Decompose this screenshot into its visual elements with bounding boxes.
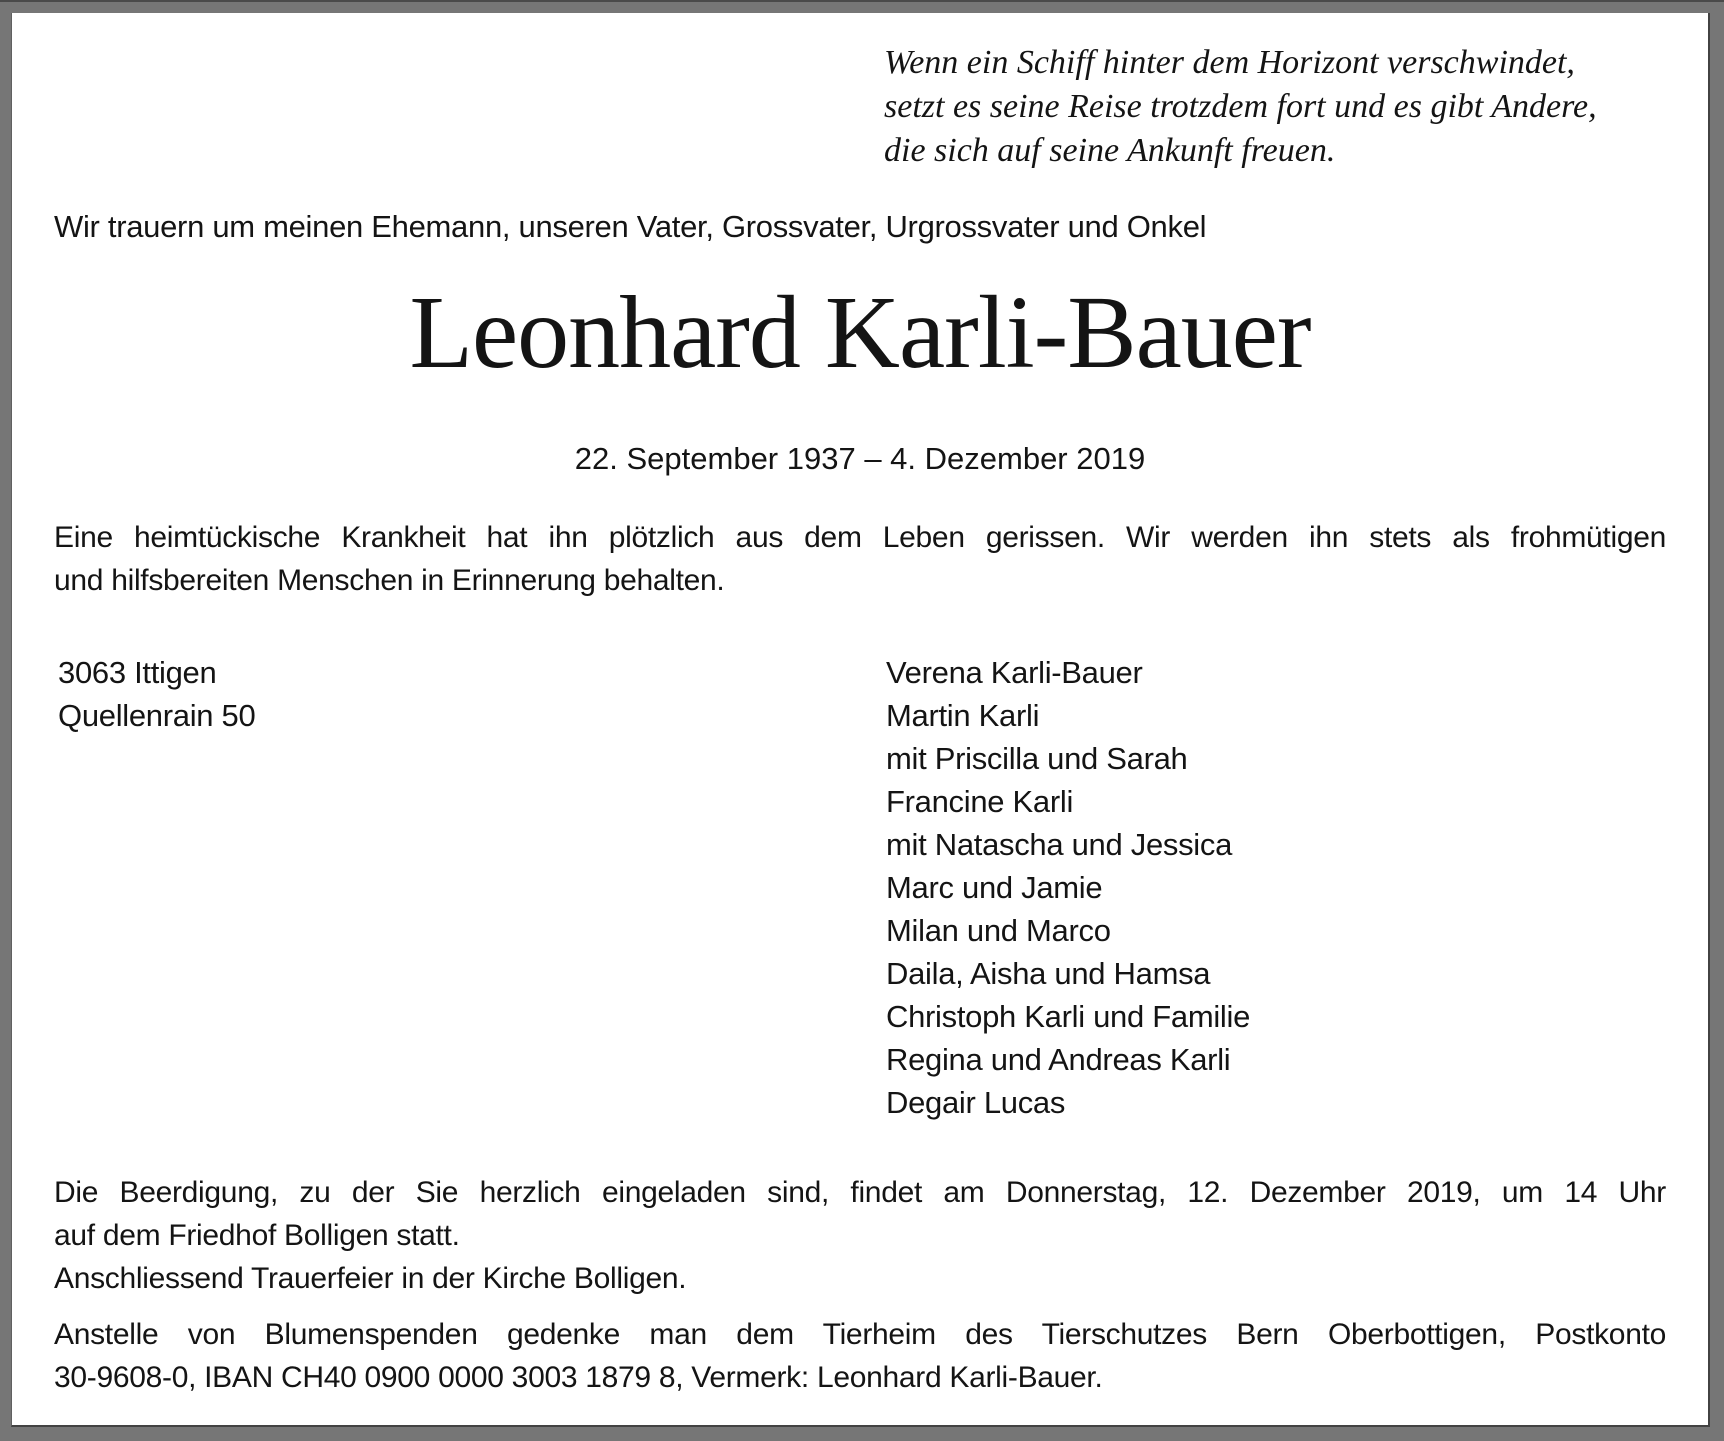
mourner-row: Degair Lucas	[886, 1085, 1066, 1120]
mourner-row: Verena Karli-Bauer	[886, 655, 1143, 690]
mourner-row: Regina und Andreas Karli	[886, 1042, 1231, 1077]
epigraph-line: die sich auf seine Ankunft freuen.	[884, 132, 1336, 169]
address-line: 3063 Ittigen	[58, 655, 217, 690]
mourner-row: Marc und Jamie	[886, 870, 1103, 905]
mourner-row: mit Priscilla und Sarah	[886, 741, 1188, 776]
mourner-row: Martin Karli	[886, 698, 1040, 733]
obituary-line: Eine heimtückische Krankheit hat ihn plötzlich aus dem Leben gerissen. Wir werden ihn stets als frohmütigen	[54, 521, 1666, 554]
funeral-line: auf dem Friedhof Bolligen statt.	[54, 1219, 460, 1252]
obituary-page	[11, 13, 1710, 1427]
life-dates: 22. September 1937 – 4. Dezember 2019	[574, 441, 1146, 476]
epigraph-quote	[884, 41, 1597, 173]
address-line: Quellenrain 50	[58, 698, 256, 733]
address-block	[58, 651, 255, 737]
donation-paragraph	[54, 1313, 1666, 1399]
funeral-line: Anschliessend Trauerfeier in der Kirche Bolligen.	[54, 1262, 687, 1295]
funeral-line: Die Beerdigung, zu der Sie herzlich eingeladen sind, findet am Donnerstag, 12. Dezember 2019, um 14 Uhr	[54, 1176, 1666, 1209]
deceased-name: Leonhard Karli-Bauer	[409, 275, 1311, 390]
mourner-row: Francine Karli	[886, 784, 1074, 819]
obituary-paragraph	[54, 516, 1666, 602]
donation-line: Anstelle von Blumenspenden gedenke man dem Tierheim des Tierschutzes Bern Oberbottigen, Postkonto	[54, 1318, 1666, 1351]
mourning-intro: Wir trauern um meinen Ehemann, unseren Vater, Grossvater, Urgrossvater und Onkel	[54, 209, 1207, 244]
epigraph-line: setzt es seine Reise trotzdem fort und es gibt Andere,	[884, 88, 1597, 125]
funeral-paragraph	[54, 1171, 1666, 1300]
mourner-row: Milan und Marco	[886, 913, 1111, 948]
mourner-row: Christoph Karli und Familie	[886, 999, 1251, 1034]
epigraph-line: Wenn ein Schiff hinter dem Horizont verschwindet,	[884, 44, 1575, 81]
mourner-row: Daila, Aisha und Hamsa	[886, 956, 1211, 991]
donation-line: 30-9608-0, IBAN CH40 0900 0000 3003 1879 8, Vermerk: Leonhard Karli-Bauer.	[54, 1361, 1103, 1394]
obituary-line: und hilfsbereiten Menschen in Erinnerung behalten.	[54, 564, 725, 597]
mourner-row: mit Natascha und Jessica	[886, 827, 1233, 862]
mourners-list	[886, 651, 1250, 1124]
